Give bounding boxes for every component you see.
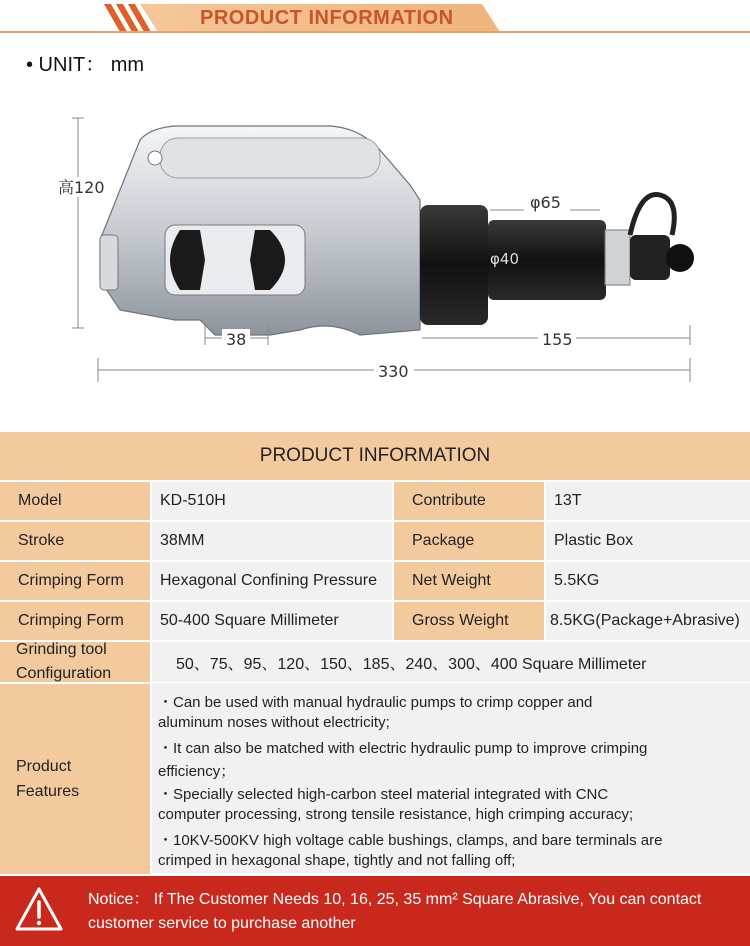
row-gross-weight-label: Gross Weight [394, 602, 544, 640]
notice-banner [0, 876, 750, 946]
dim-jaw: 38 [226, 330, 247, 349]
row-package-label: Package [394, 522, 544, 560]
dim-height: 高120 [58, 178, 105, 197]
warning-icon [14, 886, 64, 932]
grinding-label-line2: Configuration [16, 665, 112, 682]
row-model-value: KD-510H [152, 482, 392, 520]
features-label-line1: Product [16, 758, 72, 775]
notice-line2: customer service to purchase another [88, 915, 356, 932]
row-crimping-range-value: 50-400 Square Millimeter [152, 602, 392, 640]
dim-inner-diameter: φ40 [490, 250, 519, 268]
row-grinding-label [0, 642, 150, 682]
row-grinding-value: 50、75、95、120、150、185、240、300、400 Square Millimeter [152, 642, 750, 682]
row-net-weight-label: Net Weight [394, 562, 544, 600]
row-crimping-form-label: Crimping Form [0, 562, 150, 600]
grinding-label-line1: Grinding tool [16, 641, 107, 658]
crimping-tool-drawing [0, 80, 750, 430]
row-gross-weight-value: 8.5KG(Package+Abrasive) [546, 602, 750, 640]
dim-total: 330 [378, 362, 409, 381]
feature-line: crimped in hexagonal shape, tightly and not falling off; [158, 852, 516, 869]
feature-line: ・It can also be matched with electric hydraulic pump to improve crimping [158, 740, 648, 757]
row-crimping-form-value: Hexagonal Confining Pressure [152, 562, 392, 600]
dim-cylinder: 155 [542, 330, 573, 349]
feature-line: aluminum noses without electricity; [158, 714, 390, 731]
feature-line: ・Can be used with manual hydraulic pumps to crimp copper and [158, 694, 593, 711]
top-banner [0, 0, 750, 36]
row-model-label: Model [0, 482, 150, 520]
row-crimping-range-label: Crimping Form [0, 602, 150, 640]
row-features-label [0, 684, 150, 874]
dim-outer-diameter: φ65 [530, 193, 561, 212]
row-net-weight-value: 5.5KG [546, 562, 750, 600]
notice-line1: Notice： If The Customer Needs 10, 16, 25, 35 mm² Square Abrasive, You can contact [88, 891, 702, 908]
notice-text [88, 888, 738, 936]
row-stroke-label: Stroke [0, 522, 150, 560]
feature-line: computer processing, strong tensile resistance, high crimping accuracy; [158, 806, 634, 823]
feature-line: ・10KV-500KV high voltage cable bushings, clamps, and bare terminals are [158, 832, 663, 849]
banner-underline [0, 31, 750, 33]
row-contribute-label: Contribute [394, 482, 544, 520]
banner-title: PRODUCT INFORMATION [200, 7, 454, 29]
row-package-value: Plastic Box [546, 522, 750, 560]
product-diagram [0, 80, 750, 430]
row-contribute-value: 13T [546, 482, 750, 520]
unit-label: • UNIT： mm [26, 54, 145, 76]
features-label-line2: Features [16, 783, 80, 800]
row-stroke-value: 38MM [152, 522, 392, 560]
feature-line: efficiency； [158, 763, 236, 780]
table-header: PRODUCT INFORMATION [0, 432, 750, 480]
feature-line: ・Specially selected high-carbon steel material integrated with CNC [158, 786, 609, 803]
